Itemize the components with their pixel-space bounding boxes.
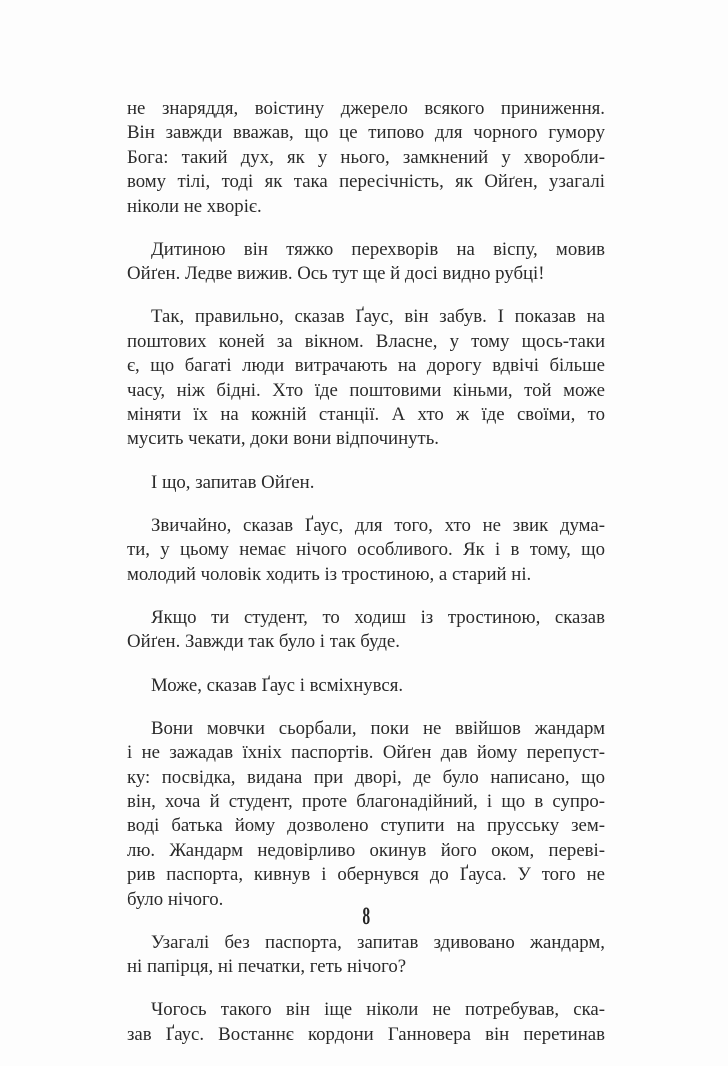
text-line: Він завжди вважав, що це типово для чорного гумору — [127, 122, 605, 144]
text-line: він, хоча й студент, проте благонадійний, і що в супро- — [127, 790, 605, 812]
text-line: Звичайно, сказав Ґаус, для того, хто не звик дума- — [151, 514, 605, 536]
text-line: ніколи не хворіє. — [127, 195, 262, 217]
text-line: поштових коней за вікном. Власне, у тому щось-таки — [127, 330, 605, 352]
text-line: І що, запитав Ойґен. — [151, 471, 315, 493]
text-line: рив паспорта, кивнув і обернувся до Ґауса. У того не — [127, 864, 605, 886]
text-line: Якщо ти студент, то ходиш із тростиною, сказав — [151, 606, 605, 628]
text-line: є, що багаті люди витрачають на дорогу вдвічі більше — [127, 355, 605, 377]
text-line: не знаряддя, воістину джерело всякого приниження. — [127, 98, 605, 119]
text-line: Вони мовчки сьорбали, поки не ввійшов жандарм — [151, 717, 605, 739]
page-number — [127, 903, 605, 930]
text-line: ку: посвідка, видана при дворі, де було написано, що — [127, 766, 605, 788]
text-line: часу, ніж бідні. Хто їде поштовими кіньми, той може — [127, 379, 605, 401]
text-line: Ойґен. Ледве вижив. Ось тут ще й досі видно рубці! — [127, 263, 545, 285]
text-line: Дитиною він тяжко перехворів на віспу, мовив — [151, 238, 605, 260]
text-line: Узагалі без паспорта, запитав здивовано жандарм, — [151, 931, 605, 953]
text-line: ні папірця, ні печатки, геть нічого? — [127, 956, 407, 978]
text-line: воді батька йому дозволено ступити на прусську зем- — [127, 815, 605, 837]
text-line: Бога: такий дух, як у нього, замкнений у хворобли- — [127, 146, 605, 168]
text-line: ти, у цьому немає нічого особливого. Як і в тому, що — [127, 539, 605, 561]
text-line: лю. Жандарм недовірливо окинув його оком, переві- — [127, 839, 605, 861]
text-line: Може, сказав Ґаус і всміхнувся. — [151, 674, 404, 696]
text-line: зав Ґаус. Востаннє кордони Ганновера він перетинав — [127, 1023, 605, 1045]
text-line: і не зажадав їхніх паспортів. Ойґен дав йому перепуст- — [127, 742, 605, 764]
text-line: мусить чекати, доки вони відпочинуть. — [127, 428, 439, 450]
page-number-value: 8 — [362, 903, 370, 930]
text-line: вому тілі, тоді як така пересічність, як Ойґен, узагалі — [127, 171, 605, 193]
text-line: Ойґен. Завжди так було і так буде. — [127, 631, 400, 653]
text-line: Так, правильно, сказав Ґаус, він забув. І показав на — [151, 306, 605, 328]
text-line: міняти їх на кожній станції. А хто ж їде своїми, то — [127, 404, 605, 426]
text-line: Чогось такого він іще ніколи не потребував, ска- — [151, 999, 605, 1021]
text-line: було нічого. — [127, 888, 224, 910]
text-line: молодий чоловік ходить із тростиною, а старий ні. — [127, 563, 532, 585]
